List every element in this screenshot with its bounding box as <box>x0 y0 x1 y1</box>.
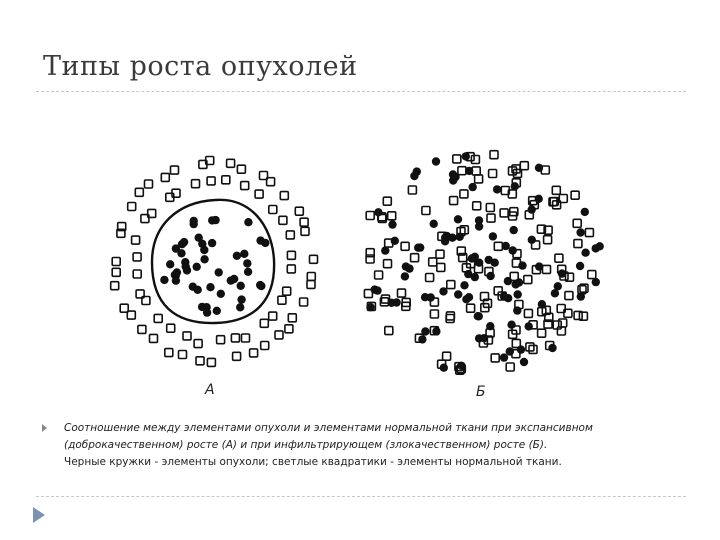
panel-a-expansive-growth <box>111 157 318 367</box>
tumor-cell-dot <box>418 335 426 343</box>
normal-cell-square <box>128 203 136 211</box>
tumor-cell-dot <box>460 281 468 289</box>
normal-cell-square <box>526 343 534 351</box>
normal-cell-square <box>375 271 383 279</box>
tumor-cell-dot <box>535 164 543 172</box>
normal-cell-square <box>207 358 215 366</box>
normal-cell-square <box>460 190 468 198</box>
normal-cell-square <box>237 165 245 173</box>
panel-a-label: А <box>205 382 215 398</box>
normal-cell-square <box>388 212 396 220</box>
tumor-cell-dot <box>213 307 221 315</box>
normal-cell-square <box>437 263 445 271</box>
tumor-cell-dot <box>200 255 208 263</box>
normal-cell-square <box>133 253 141 261</box>
tumor-cell-dot <box>432 157 440 165</box>
tumor-cell-dot <box>518 261 526 269</box>
tumor-cell-dot <box>243 259 251 267</box>
normal-cell-square <box>133 270 141 278</box>
normal-cell-square <box>555 254 563 262</box>
tumor-cell-dot <box>576 228 584 236</box>
normal-cell-square <box>207 177 215 185</box>
normal-cell-square <box>295 207 303 215</box>
tumor-cell-dot <box>244 268 252 276</box>
normal-cell-square <box>472 167 480 175</box>
tumor-cell-dot <box>493 185 501 193</box>
tumor-cell-dot <box>465 293 473 301</box>
normal-cell-square <box>520 162 528 170</box>
normal-cell-square <box>275 331 283 339</box>
normal-cell-square <box>489 170 497 178</box>
normal-cell-square <box>145 180 153 188</box>
tumor-cell-dot <box>506 347 514 355</box>
tumor-cell-dot <box>469 183 477 191</box>
tumor-cell-dot <box>581 249 589 257</box>
normal-cell-square <box>384 260 392 268</box>
normal-cell-square <box>217 336 225 344</box>
normal-cell-square <box>443 352 451 360</box>
tumor-cell-dot <box>256 236 264 244</box>
tumor-cell-dot <box>475 216 483 224</box>
normal-cell-square <box>250 349 258 357</box>
normal-cell-square <box>269 312 277 320</box>
tumor-cell-dot <box>194 286 202 294</box>
normal-cell-square <box>491 354 499 362</box>
tumor-cell-dot <box>240 250 248 258</box>
tumor-cell-dot <box>387 299 395 307</box>
tumor-cell-dot <box>511 182 519 190</box>
tumor-cell-dot <box>236 303 244 311</box>
tumor-cell-dot <box>551 289 559 297</box>
normal-cell-square <box>458 167 466 175</box>
tumor-cell-dot <box>166 260 174 268</box>
tumor-cell-dot <box>528 205 536 213</box>
normal-cell-square <box>411 254 419 262</box>
tumor-cell-dot <box>441 237 449 245</box>
normal-cell-square <box>287 265 295 273</box>
tumor-cell-dot <box>208 239 216 247</box>
normal-cell-square <box>486 204 494 212</box>
normal-cell-square <box>310 255 318 263</box>
normal-cell-square <box>366 212 374 220</box>
slide-title: Типы роста опухолей <box>43 51 358 82</box>
caption-line-1: Соотношение между элементами опухоли и элементами нормальной ткани при экспансивном <box>64 422 593 434</box>
normal-cell-square <box>192 180 200 188</box>
normal-cell-square <box>450 197 458 205</box>
tumor-cell-dot <box>374 208 382 216</box>
normal-cell-square <box>287 251 295 259</box>
caption-line-2: (доброкачественном) росте (А) и при инфильтрирующем (злокачественном) росте (Б). <box>64 439 548 451</box>
normal-cell-square <box>280 192 288 200</box>
tumor-cell-dot <box>512 280 520 288</box>
normal-cell-square <box>150 334 158 342</box>
tumor-cell-dot <box>173 268 181 276</box>
normal-cell-square <box>255 190 263 198</box>
tumor-cell-dot <box>410 172 418 180</box>
normal-cell-square <box>112 258 120 266</box>
normal-cell-square <box>112 268 120 276</box>
tumor-cell-dot <box>414 244 422 252</box>
tumor-cell-dot <box>510 226 518 234</box>
tumor-cell-dot <box>514 290 522 298</box>
tumor-cell-dot <box>457 362 465 370</box>
normal-cell-square <box>227 159 235 167</box>
normal-cell-square <box>222 176 230 184</box>
tumor-cell-dot <box>520 358 528 366</box>
tumor-cell-dot <box>500 292 508 300</box>
normal-cell-square <box>529 345 537 353</box>
tumor-cell-dot <box>513 306 521 314</box>
normal-cell-square <box>286 231 294 239</box>
tumor-cell-dot <box>500 353 508 361</box>
normal-cell-square <box>260 319 268 327</box>
normal-cell-square <box>154 314 162 322</box>
normal-cell-square <box>436 250 444 258</box>
normal-cell-square <box>278 296 286 304</box>
normal-cell-square <box>487 214 495 222</box>
tumor-cell-dot <box>480 334 488 342</box>
normal-cell-square <box>231 334 239 342</box>
caption-line-3: Черные кружки - элементы опухоли; светлые квадратики - элементы нормальной ткани. <box>64 456 562 468</box>
tumor-cell-dot <box>471 273 479 281</box>
tumor-cell-dot <box>454 290 462 298</box>
normal-cell-square <box>242 334 250 342</box>
tumor-cell-dot <box>489 232 497 240</box>
panel-b-label: Б <box>476 384 486 400</box>
normal-cell-square <box>132 236 140 244</box>
normal-cell-square <box>588 271 596 279</box>
tumor-cell-dot <box>203 308 211 316</box>
normal-cell-square <box>183 332 191 340</box>
tumor-cell-dot <box>227 276 235 284</box>
normal-cell-square <box>233 352 241 360</box>
normal-cell-square <box>111 282 119 290</box>
normal-cell-square <box>171 166 179 174</box>
panel-b-infiltrative-growth <box>364 151 604 375</box>
tumor-cell-dot <box>401 272 409 280</box>
tumor-cell-dot <box>180 238 188 246</box>
normal-cell-square <box>194 340 202 348</box>
tumor-cell-dot <box>421 327 429 335</box>
tumor-cell-dot <box>440 364 448 372</box>
normal-cell-square <box>422 207 430 215</box>
tumor-cell-dot <box>193 263 201 271</box>
tumor-cell-dot <box>182 262 190 270</box>
normal-cell-square <box>574 240 582 248</box>
normal-cell-square <box>283 287 291 295</box>
normal-cell-square <box>179 351 187 359</box>
tumor-cell-dot <box>402 262 410 270</box>
normal-cell-square <box>471 156 479 164</box>
normal-cell-square <box>385 327 393 335</box>
tumor-cell-dot <box>160 276 168 284</box>
tumor-cell-dot <box>474 312 482 320</box>
normal-cell-square <box>475 175 483 183</box>
normal-cell-square <box>261 342 269 350</box>
tumor-cell-dot <box>208 216 216 224</box>
normal-cell-square <box>301 227 309 235</box>
normal-cell-square <box>165 349 173 357</box>
normal-cell-square <box>585 229 593 237</box>
tumor-cell-dot <box>535 262 543 270</box>
tumor-cell-dot <box>215 268 223 276</box>
tumor-cell-dot <box>373 286 381 294</box>
normal-cell-square <box>446 315 454 323</box>
normal-cell-square <box>167 324 175 332</box>
normal-cell-square <box>161 173 169 181</box>
normal-cell-square <box>429 258 437 266</box>
normal-cell-square <box>241 182 249 190</box>
tumor-cell-dot <box>237 282 245 290</box>
normal-cell-square <box>573 219 581 227</box>
tumor-cell-dot <box>468 254 476 262</box>
tumor-cell-dot <box>576 262 584 270</box>
tumor-cell-dot <box>391 237 399 245</box>
normal-cell-square <box>300 218 308 226</box>
normal-cell-square <box>300 298 308 306</box>
normal-cell-square <box>565 292 573 300</box>
normal-cell-square <box>571 191 579 199</box>
figure-caption <box>64 420 684 471</box>
tumor-cell-dot <box>581 208 589 216</box>
tumor-cell-dot <box>195 234 203 242</box>
tumor-cell-dot <box>449 176 457 184</box>
normal-cell-square <box>544 236 552 244</box>
normal-cell-square <box>467 304 475 312</box>
normal-cell-square <box>383 197 391 205</box>
tumor-cell-dot <box>388 220 396 228</box>
normal-cell-square <box>500 209 508 217</box>
normal-cell-square <box>524 309 532 317</box>
normal-cell-square <box>408 186 416 194</box>
tumor-cell-dot <box>237 295 245 303</box>
bullet-arrow-icon <box>42 424 47 432</box>
normal-cell-square <box>135 188 143 196</box>
normal-cell-square <box>494 242 502 250</box>
normal-cell-square <box>426 274 434 282</box>
normal-cell-square <box>288 314 296 322</box>
normal-cell-square <box>401 242 409 250</box>
tumor-cell-dot <box>366 303 374 311</box>
normal-cell-square <box>430 310 438 318</box>
normal-cell-square <box>138 325 146 333</box>
normal-cell-square <box>453 155 461 163</box>
normal-cell-square <box>490 151 498 159</box>
normal-cell-square <box>524 276 532 284</box>
normal-cell-square <box>473 202 481 210</box>
tumor-cell-dot <box>244 218 252 226</box>
tumor-cell-dot <box>233 252 241 260</box>
normal-cell-square <box>552 186 560 194</box>
tumor-cell-dot <box>177 249 185 257</box>
normal-cell-square <box>538 329 546 337</box>
tumor-cell-dot <box>257 282 265 290</box>
tumor-cell-dot <box>465 167 473 175</box>
next-slide-arrow-icon[interactable] <box>33 507 45 523</box>
tumor-cell-dot <box>439 287 447 295</box>
tumor-cell-dot <box>430 220 438 228</box>
normal-cell-square <box>543 265 551 273</box>
normal-cell-square <box>398 289 406 297</box>
tumor-cell-dot <box>217 290 225 298</box>
normal-cell-square <box>307 280 315 288</box>
tumor-cell-dot <box>206 283 214 291</box>
tumor-cell-dot <box>548 344 556 352</box>
tumor-cell-dot <box>190 217 198 225</box>
tumor-cell-dot <box>456 233 464 241</box>
normal-cell-square <box>196 357 204 365</box>
tumor-cell-dot <box>454 215 462 223</box>
tumor-cell-dot <box>486 272 494 280</box>
normal-cell-square <box>447 281 455 289</box>
normal-cell-square <box>307 273 315 281</box>
tumor-cell-dot <box>485 256 493 264</box>
normal-cell-square <box>269 206 277 214</box>
normal-cell-square <box>506 363 514 371</box>
normal-cell-square <box>279 216 287 224</box>
footer-divider <box>36 496 686 497</box>
normal-cell-square <box>446 312 454 320</box>
normal-cell-square <box>285 325 293 333</box>
tumor-cell-dot <box>592 244 600 252</box>
